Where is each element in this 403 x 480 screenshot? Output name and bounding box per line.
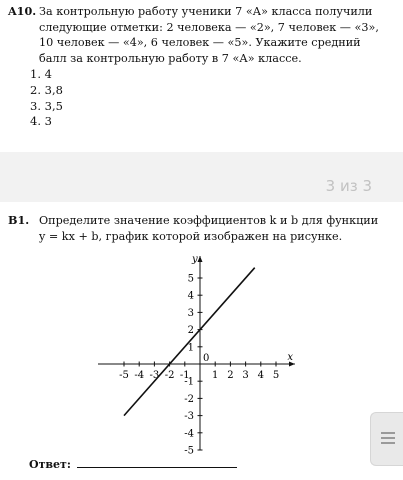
y-tick-label: 1 bbox=[187, 342, 194, 354]
answer-options bbox=[30, 67, 63, 130]
y-tick-label: -1 bbox=[184, 376, 194, 388]
x-tick-label: -3 bbox=[149, 370, 160, 381]
task-line: балл за контрольную работу в 7 «А» классе. bbox=[39, 51, 302, 65]
x-tick-label: 5 bbox=[272, 370, 280, 381]
answer-option: 4. 3 bbox=[30, 114, 52, 129]
answer-option: 2. 3,8 bbox=[30, 82, 63, 97]
task-line: Определите значение коэффициентов k и b для функции bbox=[39, 214, 379, 227]
task-text bbox=[39, 213, 393, 244]
task-text bbox=[39, 4, 393, 66]
x-tick-label: -1 bbox=[179, 370, 190, 381]
y-tick-label: 2 bbox=[187, 325, 194, 337]
x-tick-label: 2 bbox=[227, 370, 234, 381]
x-tick-label: 4 bbox=[257, 370, 264, 381]
y-axis-arrow bbox=[198, 256, 203, 262]
task-line: За контрольную работу ученики 7 «А» класса получили bbox=[39, 5, 373, 18]
y-tick-label: -4 bbox=[184, 428, 194, 440]
y-tick-label: 4 bbox=[187, 290, 194, 302]
task-line: 10 человек — «4», 6 человек — «5». Укажите средний bbox=[39, 36, 361, 49]
answer-option: 3. 3,5 bbox=[30, 98, 63, 113]
y-axis-label: y bbox=[192, 254, 198, 265]
y-tick-label: -3 bbox=[184, 411, 194, 423]
task-number: B1. bbox=[8, 213, 30, 227]
y-tick-label: 3 bbox=[187, 307, 194, 319]
answer-row bbox=[29, 457, 237, 471]
y-tick-label: 5 bbox=[187, 273, 194, 285]
function-graph bbox=[90, 250, 310, 455]
page-indicator: 3 из 3 bbox=[325, 177, 372, 195]
hamburger-menu-icon bbox=[381, 432, 395, 444]
x-tick-label: 1 bbox=[212, 370, 219, 381]
task-line: следующие отметки: 2 человека — «2», 7 человек — «3», bbox=[39, 20, 379, 34]
answer-label: Ответ: bbox=[29, 458, 71, 471]
answer-option: 1. 4 bbox=[30, 67, 52, 81]
x-tick-label: -4 bbox=[134, 370, 145, 381]
x-tick-label: -5 bbox=[119, 370, 129, 381]
page-a10 bbox=[0, 0, 403, 152]
menu-button[interactable] bbox=[370, 412, 403, 466]
y-tick-label: -2 bbox=[184, 393, 194, 405]
x-tick-label: 3 bbox=[242, 370, 249, 381]
task-number: A10. bbox=[8, 4, 37, 18]
task-line: y = kx + b, график которой изображен на рисунке. bbox=[39, 229, 343, 243]
origin-label: 0 bbox=[203, 353, 210, 364]
answer-line[interactable] bbox=[77, 457, 237, 468]
x-axis-label: x bbox=[287, 352, 293, 363]
x-tick-label: -2 bbox=[164, 370, 175, 381]
y-tick-label: -5 bbox=[184, 445, 194, 455]
